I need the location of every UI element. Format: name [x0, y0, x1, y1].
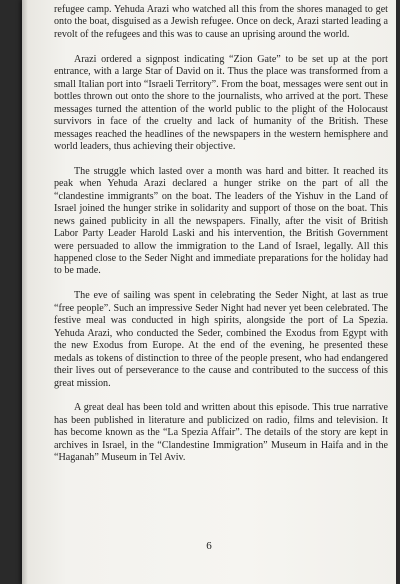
paragraph-5: A great deal has been told and written about this episode. This true narrative has been published in literature and publicized on radio, films and television. It has become known as the “La Spezia Affair”. The details of the story are kept in archives in Israel, in the “Clandestine Immigration” Museum in Haifa and in the “Haganah” Museum in Tel Aviv.: [54, 402, 388, 464]
paragraph-4: The eve of sailing was spent in celebrating the Seder Night, at last as true “free people”. Such an impressive Seder Night had never yet been celebrated. The festive meal was conducted in high spirits, alongside the port of La Spezia. Yehuda Arazi, who conducted the Seder, combined the Exodus from Egypt with the new Exodus from Europe. At the end of the evening, he presented these medals as tokens of distinction to three of the people present, who had endangered their lives out of perseverance to the cause and contributed to the success of this great mission.: [54, 290, 388, 389]
paragraph-1: refugee camp. Yehuda Arazi who watched all this from the shores managed to get onto the boat, disguised as a Jewish refugee. Once on deck, Arazi started leading a revolt of the refugees and this was to cause an uprising around the world.: [54, 4, 388, 40]
paragraph-2: Arazi ordered a signpost indicating “Zion Gate” to be set up at the port entrance, with a large Star of David on it. Thus the place was transformed from a small Italian port into “Israeli Territory”. From the boat, messages were sent out in bottles thrown out onto the shore to the journalists, who arrived at the port. These messages turned the attention of the world public to the plight of the Holocaust survivors in face of the cruelty and lack of humanity of the British. These messages reached the headlines of the newspapers in the western hemisphere and world leaders, thus achieving their objective.: [54, 53, 388, 152]
binding-shadow: [22, 0, 28, 584]
book-page: [22, 0, 396, 584]
page-number: 6: [206, 540, 212, 552]
body-text: [54, 4, 388, 465]
paragraph-3: The struggle which lasted over a month was hard and bitter. It reached its peak when Yehuda Arazi declared a hunger strike on the part of all the “clandestine immigrants” on the boat. The leaders of the Yishuv in the Land of Israel joined the hunger strike in solidarity and support of those on the boat. This news gained publicity in all the newspapers. Finally, after the visit of British Labor Party Leader Harold Laski and his intervention, the British Government were persuaded to allow the immigration to the Land of Israel, legally. All this happened close to the Seder Night and immediate preparations for the holiday had to be made.: [54, 165, 388, 277]
